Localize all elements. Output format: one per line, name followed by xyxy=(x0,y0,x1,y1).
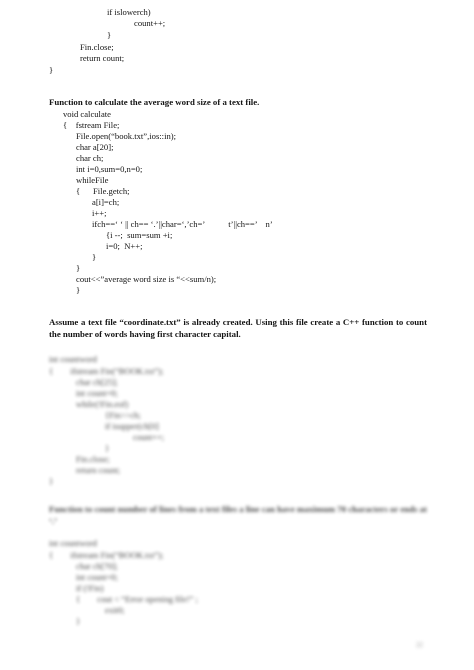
code-line: if (!Fin) xyxy=(76,583,104,593)
code-line: count++; xyxy=(134,18,166,28)
code-line: Fin.close; xyxy=(76,454,110,464)
code-line: if isupper(ch[0] xyxy=(105,421,159,431)
code-line: if islowerch) xyxy=(107,7,151,17)
code-line: count++; xyxy=(133,432,165,442)
code-line: return count; xyxy=(76,465,121,475)
code-line: char ch[25]; xyxy=(76,377,118,387)
code-line: char ch; xyxy=(76,153,104,163)
question-paragraph: Assume a text file “coordinate.txt” is already created. Using this file create a C++ function to count the number of words having first character capital. xyxy=(49,317,427,339)
code-line: int i=0,sum=0,n=0; xyxy=(76,164,143,174)
code-line: int count=0; xyxy=(76,388,118,398)
code-line: {i --; sum=sum +i; xyxy=(106,230,173,240)
code-line: return count; xyxy=(80,53,125,63)
code-line: a[i]=ch; xyxy=(92,197,120,207)
code-line: int countword xyxy=(49,538,97,548)
question-paragraph: Function to count number of lines from a text files a line can have maximum 70 characters or ends at ‘.’ xyxy=(49,504,427,526)
code-line: Fin.close; xyxy=(80,42,114,52)
code-line: File.open(“book.txt”,ios::in); xyxy=(76,131,177,141)
page-number: 22 xyxy=(416,641,423,649)
code-line: { File.getch; xyxy=(76,186,130,196)
code-line: void calculate xyxy=(63,109,111,119)
code-line: char a[20]; xyxy=(76,142,114,152)
code-line: { ifstream Fin(“BOOK.txt”); xyxy=(49,550,164,560)
code-line: i=0; N++; xyxy=(106,241,143,251)
code-line: } xyxy=(107,30,112,40)
code-line: } xyxy=(76,263,81,273)
code-line: { cout < “Error opening file!” ; xyxy=(76,594,198,604)
code-line: } xyxy=(76,616,81,626)
code-line: { fstream File; xyxy=(63,120,120,130)
code-line: ifch==‘ ‘ || ch== ‘.’||char=‘,’ch=’ t’||ch==’ n’ xyxy=(92,219,273,229)
code-line: } xyxy=(76,285,81,295)
code-line: {Fin>>ch; xyxy=(105,410,141,420)
code-line: cout<<”average word size is “<<sum/n); xyxy=(76,274,217,284)
code-line: { ifstream Fin(“BOOK.txt”); xyxy=(49,366,164,376)
code-line: } xyxy=(92,252,97,262)
section-heading: Function to calculate the average word size of a text file. xyxy=(49,97,260,107)
code-line: int countword xyxy=(49,354,97,364)
code-line: char ch[70]; xyxy=(76,561,118,571)
code-line: } xyxy=(49,65,54,75)
code-line: exit0; xyxy=(105,605,125,615)
code-line: i++; xyxy=(92,208,107,218)
code-line: } xyxy=(49,476,54,486)
code-line: whileFile xyxy=(76,175,109,185)
code-line: } xyxy=(105,443,110,453)
code-line: while(!Fin.eof) xyxy=(76,399,129,409)
code-line: int count=0; xyxy=(76,572,118,582)
